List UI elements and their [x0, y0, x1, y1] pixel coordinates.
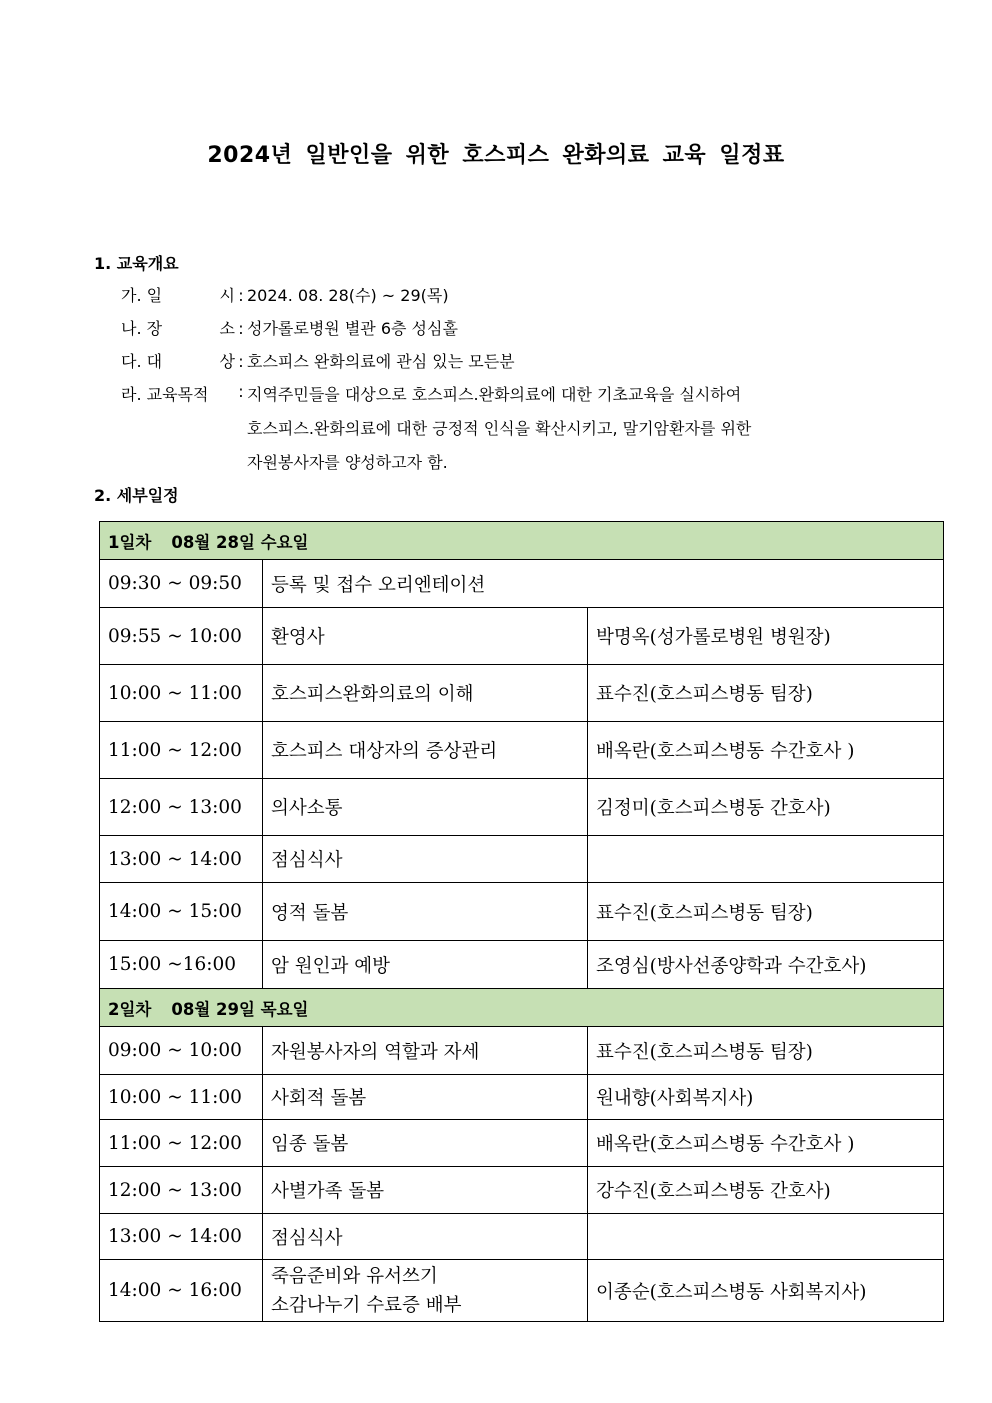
table-row	[100, 608, 944, 665]
topic-cell: 자원봉사자의 역할과 자세	[263, 1027, 588, 1075]
detail-heading: 2. 세부일정	[94, 486, 179, 505]
topic-cell: 사회적 돌봄	[263, 1075, 588, 1120]
overview-date: 가. 일 시 : 2024. 08. 28(수) ~ 29(목)	[121, 283, 751, 316]
overview-place: 나. 장 소 : 성가롤로병원 별관 6층 성심홀	[121, 316, 751, 349]
time-cell: 12:00 ~ 13:00	[100, 1167, 263, 1214]
topic-cell: 임종 돌봄	[263, 1120, 588, 1167]
day2-header-row	[100, 989, 944, 1027]
lecturer-cell: 이종순(호스피스병동 사회복지사)	[588, 1260, 944, 1322]
time-cell: 13:00 ~ 14:00	[100, 1214, 263, 1260]
topic-cell: 죽음준비와 유서쓰기 소감나누기 수료증 배부	[263, 1260, 588, 1322]
time-cell: 10:00 ~ 11:00	[100, 1075, 263, 1120]
day-date: 08월 28일 수요일	[171, 532, 309, 552]
lecturer-cell: 배옥란(호스피스병동 수간호사 )	[588, 722, 944, 779]
table-row	[100, 883, 944, 941]
lecturer-cell: 강수진(호스피스병동 간호사)	[588, 1167, 944, 1214]
overview-purpose: 라. 교육목적 : 지역주민들을 대상으로 호스피스.완화의료에 대한 기초교육을 실시하여 호스피스.완화의료에 대한 긍정적 인식을 확산시키고, 말기암환자를 위한 자원봉사자를 양성하고자 함.	[121, 382, 751, 484]
lecturer-cell: 원내향(사회복지사)	[588, 1075, 944, 1120]
day-label: 2일차	[108, 999, 152, 1019]
overview-place-value: 성가롤로병원 별관 6층 성심홀	[247, 319, 458, 338]
overview-place-label: 나. 장 소	[121, 319, 235, 338]
day-date: 08월 29일 목요일	[171, 999, 309, 1019]
topic-cell: 호스피스완화의료의 이해	[263, 665, 588, 722]
table-row	[100, 665, 944, 722]
overview-date-label: 가. 일 시	[121, 286, 235, 305]
time-cell: 11:00 ~ 12:00	[100, 722, 263, 779]
table-row	[100, 836, 944, 883]
lecturer-cell: 표수진(호스피스병동 팀장)	[588, 883, 944, 941]
schedule-table	[99, 521, 944, 1322]
time-cell: 14:00 ~ 16:00	[100, 1260, 263, 1322]
overview-target: 다. 대 상 : 호스피스 완화의료에 관심 있는 모든분	[121, 349, 751, 382]
lecturer-cell: 조영심(방사선종양학과 수간호사)	[588, 941, 944, 989]
time-cell: 14:00 ~ 15:00	[100, 883, 263, 941]
day1-header-row	[100, 522, 944, 560]
overview-heading: 1. 교육개요	[94, 254, 179, 273]
lecturer-cell: 박명옥(성가롤로병원 병원장)	[588, 608, 944, 665]
lecturer-cell: 표수진(호스피스병동 팀장)	[588, 665, 944, 722]
time-cell: 12:00 ~ 13:00	[100, 779, 263, 836]
table-row	[100, 779, 944, 836]
lecturer-cell	[588, 836, 944, 883]
time-cell: 10:00 ~ 11:00	[100, 665, 263, 722]
topic-cell: 사별가족 돌봄	[263, 1167, 588, 1214]
overview-target-label: 다. 대 상	[121, 352, 235, 371]
topic-cell: 환영사	[263, 608, 588, 665]
overview-date-value: 2024. 08. 28(수) ~ 29(목)	[247, 286, 449, 305]
table-row	[100, 1167, 944, 1214]
time-cell: 11:00 ~ 12:00	[100, 1120, 263, 1167]
table-row	[100, 1120, 944, 1167]
table-row	[100, 722, 944, 779]
topic-cell: 의사소통	[263, 779, 588, 836]
day-header	[100, 989, 944, 1027]
time-cell: 09:55 ~ 10:00	[100, 608, 263, 665]
table-row	[100, 1027, 944, 1075]
overview-block	[121, 283, 751, 484]
table-row	[100, 1075, 944, 1120]
lecturer-cell: 김정미(호스피스병동 간호사)	[588, 779, 944, 836]
table-row	[100, 1214, 944, 1260]
topic-cell: 등록 및 접수 오리엔테이션	[263, 560, 944, 608]
topic-cell: 영적 돌봄	[263, 883, 588, 941]
lecturer-cell: 표수진(호스피스병동 팀장)	[588, 1027, 944, 1075]
overview-target-value: 호스피스 완화의료에 관심 있는 모든분	[247, 352, 515, 371]
table-row	[100, 560, 944, 608]
overview-purpose-label: 라. 교육목적	[121, 385, 209, 404]
table-row	[100, 941, 944, 989]
topic-cell: 점심식사	[263, 836, 588, 883]
time-cell: 09:00 ~ 10:00	[100, 1027, 263, 1075]
table-row	[100, 1260, 944, 1322]
topic-cell: 암 원인과 예방	[263, 941, 588, 989]
overview-purpose-text: 지역주민들을 대상으로 호스피스.완화의료에 대한 기초교육을 실시하여 호스피스.완화의료에 대한 긍정적 인식을 확산시키고, 말기암환자를 위한 자원봉사자를 양성하고자 함.	[247, 385, 752, 472]
topic-cell: 점심식사	[263, 1214, 588, 1260]
time-cell: 15:00 ~16:00	[100, 941, 263, 989]
lecturer-cell: 배옥란(호스피스병동 수간호사 )	[588, 1120, 944, 1167]
lecturer-cell	[588, 1214, 944, 1260]
page-title: 2024년 일반인을 위한 호스피스 완화의료 교육 일정표	[207, 143, 785, 168]
time-cell: 13:00 ~ 14:00	[100, 836, 263, 883]
time-cell: 09:30 ~ 09:50	[100, 560, 263, 608]
topic-cell: 호스피스 대상자의 증상관리	[263, 722, 588, 779]
day-label: 1일차	[108, 532, 152, 552]
day-header	[100, 522, 944, 560]
